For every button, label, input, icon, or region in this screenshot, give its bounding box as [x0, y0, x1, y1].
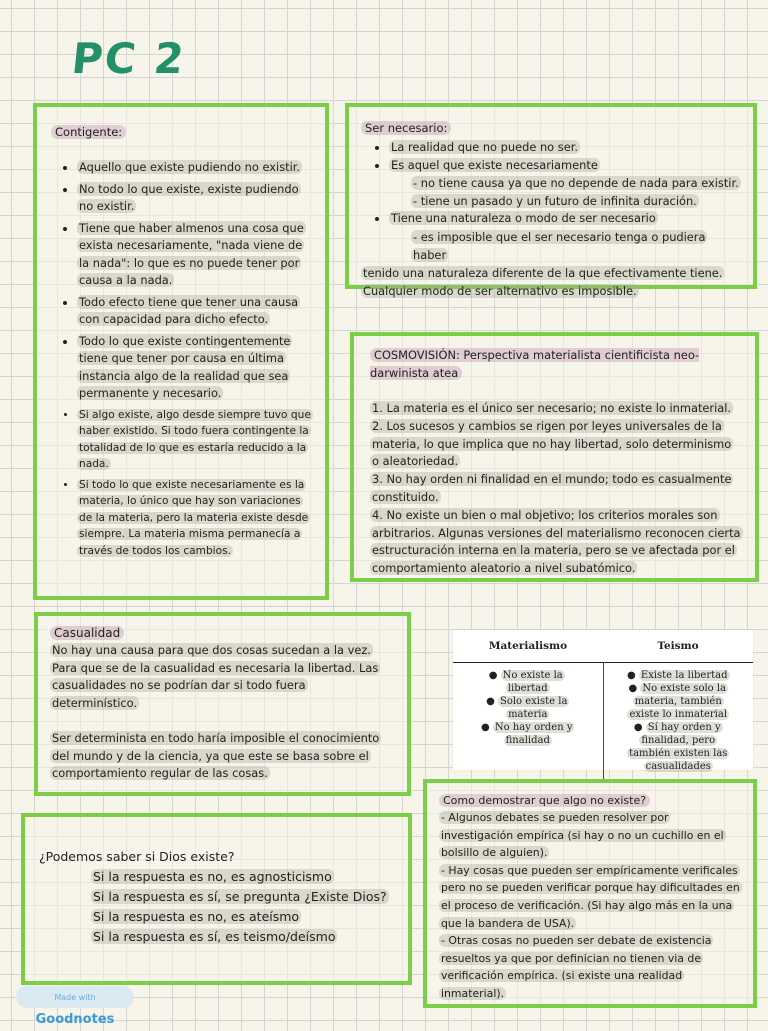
list-item: ● No existe la libertad [488, 670, 563, 694]
list-item: • Si todo lo que existe necesariamente es la materia, lo único que hay son variaciones de la materia, pero la materia existe desde siempre. La materia misma permanecía a través de todos los cambios. [77, 477, 313, 560]
teismo-cell [603, 663, 753, 780]
dios-box [21, 813, 412, 985]
list-item: Si la respuesta es sí, se pregunta ¿Existe Dios? [93, 889, 387, 904]
list-item: 1. La materia es el único ser necesario; no existe lo inmaterial. [372, 401, 732, 415]
necesario-list-2 [361, 210, 741, 228]
list-item: 4. No existe un bien o mal objetivo; los criterios morales son arbitrarios. Algunas versiones del materialismo reconocen cierta estructuración interna en la materia, pero se ve afectada por el comportamiento aleatorio a nivel subatómico. [372, 507, 741, 576]
page-title: PC 2 [69, 34, 189, 83]
col-materialismo: Materialismo [488, 640, 568, 652]
cosmovision-points [370, 400, 741, 578]
necesario-sub-2: - tiene un pasado y un futuro de infinita duración. [413, 194, 697, 208]
demostrar-paragraph-1: - Algunos debates se pueden resolver por investigación empírica (si hay o no un cuchillo en el bolsillo de alguien). [441, 811, 724, 860]
necesario-heading: Ser necesario: [361, 121, 451, 135]
demostrar-paragraph-2: - Hay cosas que pueden ser empíricamente verificales pero no se pueden verificar porque hay dificultades en el proceso de verificación. (Si hay algo más en la una que la bandera de USA). [441, 863, 740, 930]
contingente-box [33, 103, 329, 600]
dios-question: ¿Podemos saber si Dios existe? [39, 849, 235, 864]
casualidad-box [34, 612, 411, 796]
necesario-box [345, 103, 757, 298]
watermark-brand: Goodnotes [35, 1012, 115, 1027]
col-teismo: Teismo [657, 640, 699, 652]
list-item: • Todo efecto tiene que tener una causa con capacidad para dicho efecto. [77, 294, 313, 329]
list-item: • Aquello que existe pudiendo no existir. [77, 159, 313, 177]
demostrar-paragraph-3: - Otras cosas no pueden ser debate de existencia resueltos ya que por definician no tienen via de verificación empírica. (si existe una realidad inmaterial). [441, 934, 712, 1000]
demostrar-box [423, 779, 757, 1008]
list-item: ● No hay orden y finalidad [481, 722, 573, 746]
list-item: ● No existe solo la materia, también existe lo inmaterial [628, 683, 728, 720]
list-item: • Si algo existe, algo desde siempre tuvo que haber existido. Si todo fuera contingente la totalidad de lo que es estaría reducido a la nada. [77, 407, 313, 473]
list-item: ● Existe la libertad [626, 670, 728, 681]
necesario-sub-1: - no tiene causa ya que no depende de nada para existir. [413, 176, 739, 190]
cosmovision-box [350, 332, 759, 582]
necesario-sub-3: - es imposible que el ser necesario tenga o pudiera haber [413, 229, 706, 262]
list-item: Si la respuesta es no, es ateísmo [93, 909, 300, 924]
casualidad-heading: Casualidad [50, 626, 124, 640]
list-item: 3. No hay orden ni finalidad en el mundo; todo es casualmente constituido. [372, 472, 732, 504]
materialismo-cell [453, 663, 603, 780]
list-item: Si la respuesta es no, es agnosticismo [93, 869, 332, 884]
demostrar-heading: Como demostrar que algo no existe? [439, 794, 650, 807]
contingente-list [51, 159, 313, 559]
comparison-table [453, 630, 753, 770]
list-item: • La realidad que no puede no ser. [389, 139, 741, 157]
list-item: • Todo lo que existe contingentemente tiene que tener por causa en última instancia algo de la realidad que sea permanente y necesario. [77, 333, 313, 403]
list-item: 2. Los sucesos y cambios se rigen por leyes universales de la materia, lo que implica que no hay libertad, solo determinismo o aleatoriedad. [372, 418, 732, 469]
cosmovision-heading: COSMOVISIÓN: Perspectiva materialista cientificista neo-darwinista atea [370, 348, 700, 380]
casualidad-paragraph-1: No hay una causa para que dos cosas sucedan a la vez. Para que se de la casualidad es necesaria la libertad. Las casualidades no se podrían dar si todo fuera determinístico. [52, 643, 379, 710]
casualidad-paragraph-2: Ser determinista en todo haría imposible el conocimiento del mundo y de la ciencia, ya que este se basa sobre el comportamiento regular de las cosas. [52, 731, 380, 780]
demostrar-body [439, 809, 743, 1003]
list-item: • No todo lo que existe, existe pudiendo no existir. [77, 181, 313, 216]
dios-answers [39, 867, 398, 947]
necesario-list [361, 139, 741, 174]
list-item: ● Sí hay orden y finalidad, pero también existen las casualidades [629, 722, 728, 772]
list-item: • Tiene que haber almenos una cosa que exista necesariamente, "nada viene de la nada": lo que es no puede tener por causa a la nada. [77, 220, 313, 290]
necesario-continuation: tenido una naturaleza diferente de la que efectivamente tiene. Cualquier modo de ser alternativo es imposible. [363, 265, 723, 298]
list-item: • Tiene una naturaleza o modo de ser necesario [389, 210, 741, 228]
contingente-heading: Contigente: [51, 125, 126, 139]
watermark-prefix: Made with [54, 993, 96, 1002]
list-item: • Es aquel que existe necesariamente [389, 157, 741, 175]
list-item: Si la respuesta es sí, es teismo/deísmo [93, 929, 336, 944]
goodnotes-watermark [16, 986, 134, 1027]
list-item: ● Solo existe la materia [486, 696, 568, 720]
